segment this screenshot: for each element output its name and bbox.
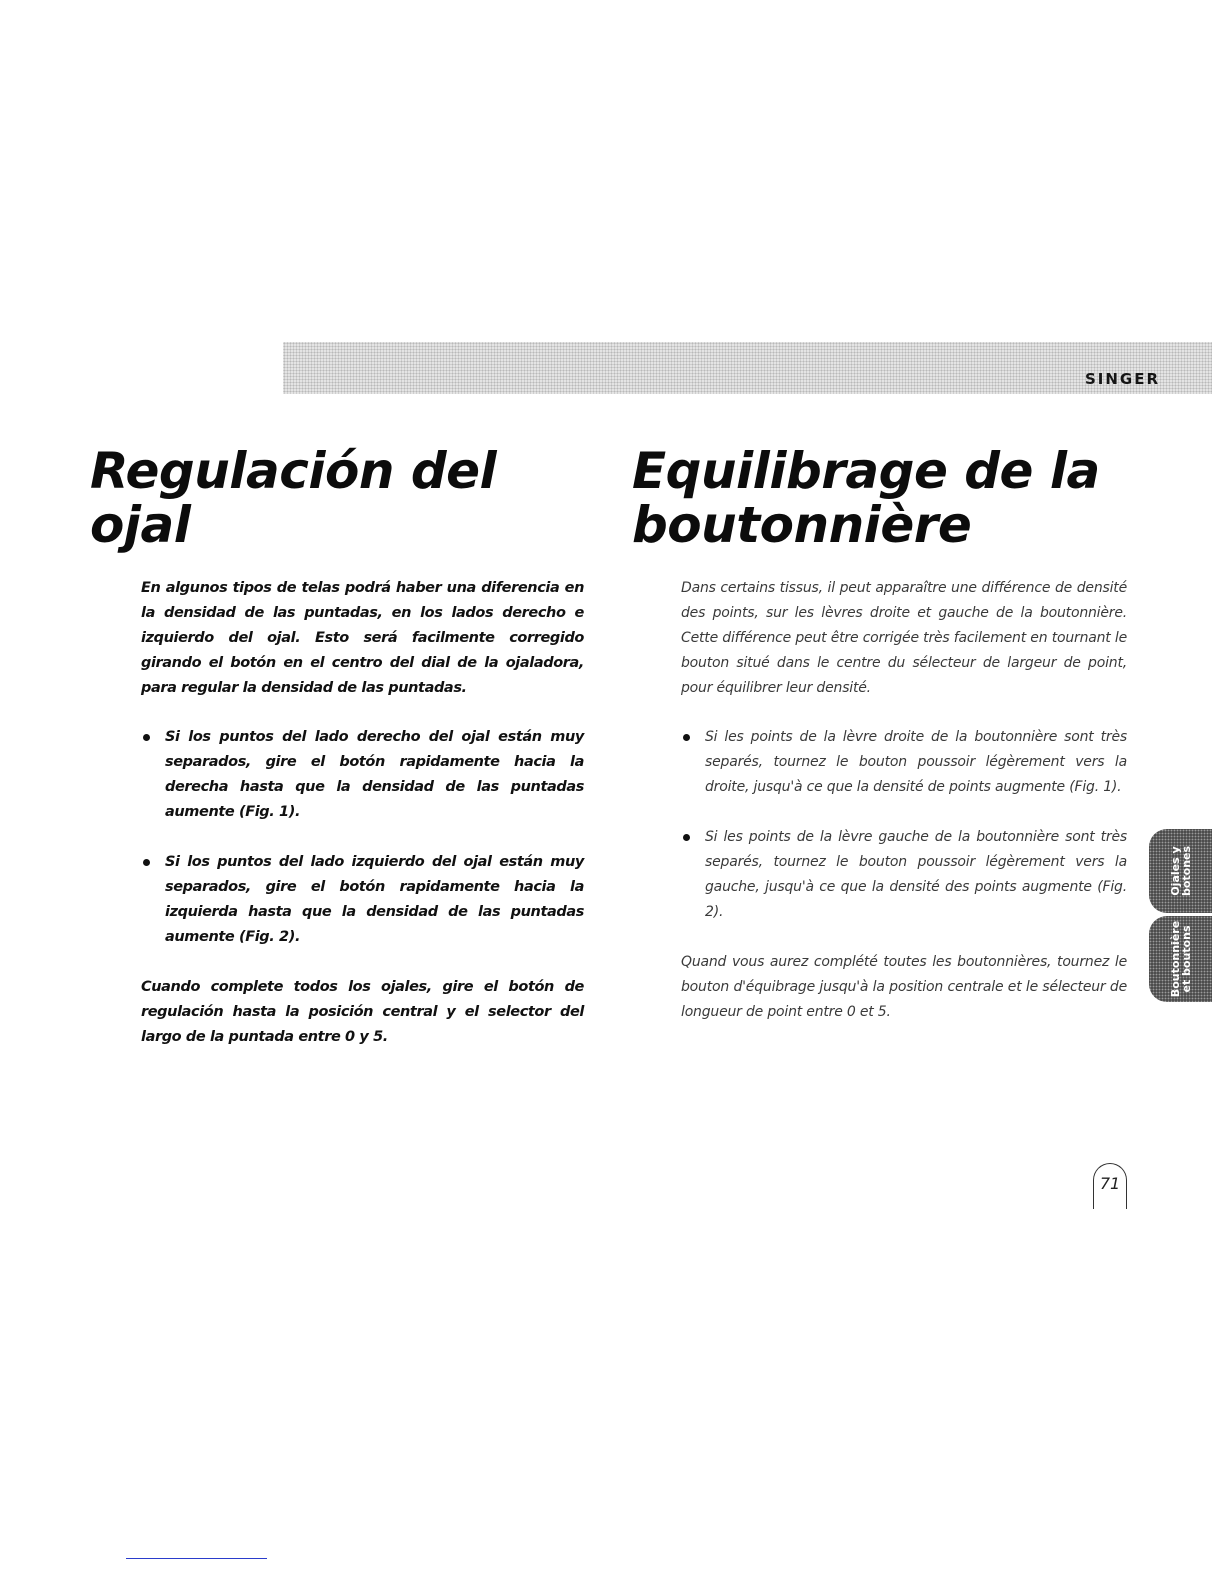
side-tab-label: Boutonnière et boutons	[1168, 920, 1193, 998]
spanish-column	[141, 576, 584, 1050]
french-bullet	[681, 825, 1127, 925]
bullet-icon	[683, 734, 690, 741]
spanish-bullet	[141, 725, 584, 825]
side-tab-boutonniere[interactable]	[1149, 916, 1212, 1002]
header-band	[283, 342, 1212, 394]
side-tab-ojales[interactable]	[1149, 829, 1212, 913]
spanish-bullet-list	[141, 725, 584, 950]
brand-logo: SINGER	[1084, 370, 1160, 388]
french-bullet-text: Si les points de la lèvre gauche de la boutonnière sont très separés, tournez le bouton poussoir légèrement vers la gauche, jusqu'à ce que la densité des points augmente (Fig. 2).	[705, 829, 1127, 920]
bullet-icon	[143, 734, 150, 741]
spanish-title: Regulación del ojal	[90, 442, 497, 554]
french-bullet	[681, 725, 1127, 800]
footer-divider	[126, 1558, 267, 1559]
french-column	[681, 576, 1127, 1025]
french-bullet-text: Si les points de la lèvre droite de la boutonnière sont très separés, tournez le bouton poussoir légèrement vers la droite, jusqu'à ce que la densité de points augmente (Fig. 1).	[705, 729, 1127, 795]
bullet-icon	[683, 834, 690, 841]
spanish-bullet	[141, 850, 584, 950]
french-closing: Quand vous aurez complété toutes les boutonnières, tournez le bouton d'équibrage jusqu'à la position centrale et le sélecteur de longueur de point entre 0 et 5.	[681, 954, 1127, 1020]
spanish-bullet-text: Si los puntos del lado izquierdo del ojal están muy separados, gire el botón rapidamente hacia la izquierda hasta que la densidad de las puntadas aumente (Fig. 2).	[165, 854, 584, 945]
side-tab-label: Ojales y botones	[1168, 845, 1193, 897]
bullet-icon	[143, 859, 150, 866]
french-intro: Dans certains tissus, il peut apparaître une différence de densité des points, sur les lèvres droite et gauche de la boutonnière. Cette différence peut être corrigée très facilement en tournant le bouton situé dans le centre du sélecteur de largeur de point, pour équilibrer leur densité.	[681, 580, 1127, 696]
spanish-bullet-text: Si los puntos del lado derecho del ojal están muy separados, gire el botón rapidamente hacia la derecha hasta que la densidad de las puntadas aumente (Fig. 1).	[165, 729, 584, 820]
french-bullet-list	[681, 725, 1127, 925]
french-title: Equilibrage de la boutonnière	[632, 442, 1100, 554]
spanish-closing: Cuando complete todos los ojales, gire el botón de regulación hasta la posición central y el selector del largo de la puntada entre 0 y 5.	[141, 979, 584, 1045]
spanish-intro: En algunos tipos de telas podrá haber una diferencia en la densidad de las puntadas, en los lados derecho e izquierdo del ojal. Esto será facilmente corregido girando el botón en el centro del dial de la ojaladora, para regular la densidad de las puntadas.	[141, 580, 584, 696]
page-number: 71	[1093, 1163, 1127, 1209]
